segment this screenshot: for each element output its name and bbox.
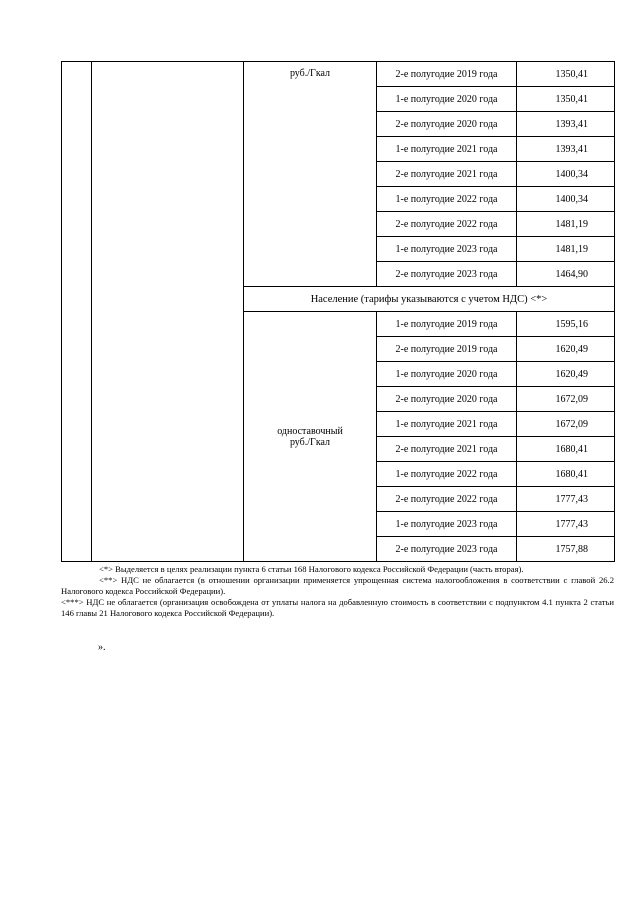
period-cell: 1-е полугодие 2021 года — [377, 412, 517, 437]
value-cell: 1464,90 — [517, 262, 615, 287]
organization-cell — [92, 62, 244, 562]
period-cell: 1-е полугодие 2020 года — [377, 362, 517, 387]
period-cell: 2-е полугодие 2019 года — [377, 337, 517, 362]
value-cell: 1672,09 — [517, 412, 615, 437]
value-cell: 1757,88 — [517, 537, 615, 562]
footnote-1: <*> Выделяется в целях реализации пункта 6 статьи 168 Налогового кодекса Российской Федерации (часть вторая). — [99, 564, 524, 574]
unit-label: руб./Гкал — [289, 436, 331, 448]
value-cell: 1680,41 — [517, 437, 615, 462]
period-cell: 2-е полугодие 2020 года — [377, 112, 517, 137]
period-cell: 2-е полугодие 2021 года — [377, 162, 517, 187]
period-cell: 1-е полугодие 2020 года — [377, 87, 517, 112]
period-cell: 1-е полугодие 2021 года — [377, 137, 517, 162]
value-cell: 1350,41 — [517, 62, 615, 87]
table-row — [62, 62, 615, 87]
period-cell: 1-е полугодие 2019 года — [377, 312, 517, 337]
unit-cell: руб./Гкал — [244, 62, 377, 287]
tariff-table — [61, 61, 615, 562]
value-cell: 1481,19 — [517, 212, 615, 237]
value-cell: 1350,41 — [517, 87, 615, 112]
value-cell: 1481,19 — [517, 237, 615, 262]
period-cell: 2-е полугодие 2022 года — [377, 487, 517, 512]
unit-cell — [244, 312, 377, 562]
closing-quote: ». — [98, 642, 106, 653]
value-cell: 1672,09 — [517, 387, 615, 412]
period-cell: 2-е полугодие 2021 года — [377, 437, 517, 462]
value-cell: 1620,49 — [517, 337, 615, 362]
period-cell: 2-е полугодие 2019 года — [377, 62, 517, 87]
value-cell: 1777,43 — [517, 512, 615, 537]
value-cell: 1393,41 — [517, 137, 615, 162]
period-cell: 1-е полугодие 2022 года — [377, 462, 517, 487]
footnote-3: <***> НДС не облагается (организация освобождена от уплаты налога на добавленную стоимость в соответствии с подпунктом 4.1 пункта 2 статьи 146 главы 21 Налогового кодекса Российской Федерации). — [61, 597, 614, 618]
period-cell: 1-е полугодие 2022 года — [377, 187, 517, 212]
value-cell: 1393,41 — [517, 112, 615, 137]
period-cell: 1-е полугодие 2023 года — [377, 512, 517, 537]
value-cell: 1400,34 — [517, 187, 615, 212]
footnotes — [61, 564, 614, 619]
period-cell: 2-е полугодие 2020 года — [377, 387, 517, 412]
value-cell: 1680,41 — [517, 462, 615, 487]
section-header-cell: Население (тарифы указываются с учетом НДС) <*> — [244, 287, 615, 312]
period-cell: 2-е полугодие 2023 года — [377, 262, 517, 287]
value-cell: 1620,49 — [517, 362, 615, 387]
period-cell: 2-е полугодие 2023 года — [377, 537, 517, 562]
row-number-cell — [62, 62, 92, 562]
value-cell: 1400,34 — [517, 162, 615, 187]
unit-type-label: одноставочный — [277, 425, 343, 437]
value-cell: 1777,43 — [517, 487, 615, 512]
period-cell: 1-е полугодие 2023 года — [377, 237, 517, 262]
value-cell: 1595,16 — [517, 312, 615, 337]
period-cell: 2-е полугодие 2022 года — [377, 212, 517, 237]
footnote-2: <**> НДС не облагается (в отношении организации применяется упрощенная система налогообложения в соответствии с главой 26.2 Налогового кодекса Российской Федерации). — [61, 575, 614, 596]
